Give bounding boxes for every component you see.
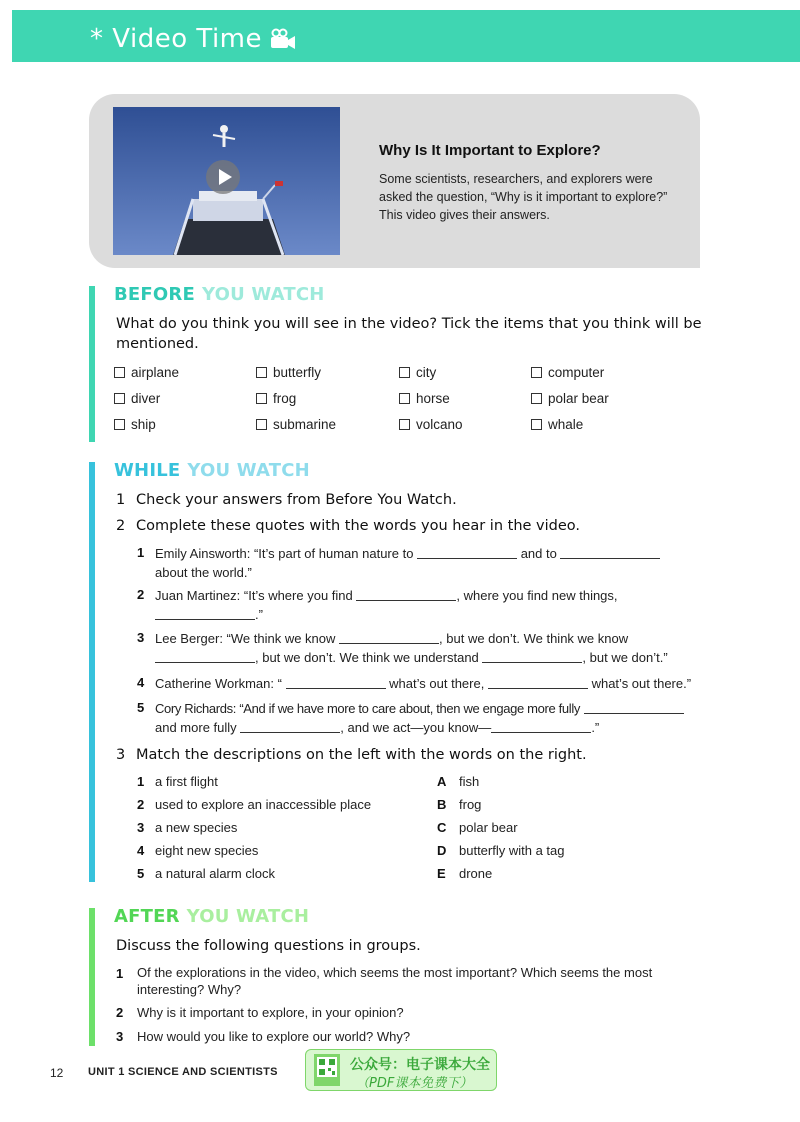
tick-list	[114, 365, 714, 445]
question-3: How would you like to explore our world? Why?	[137, 1029, 411, 1044]
match-right-letter: C	[437, 820, 447, 835]
answer-blank[interactable]	[482, 651, 582, 663]
section-title: * Video Time	[90, 24, 263, 54]
checkbox[interactable]	[256, 393, 267, 404]
checkbox[interactable]	[114, 393, 125, 404]
before-section-bar	[89, 286, 95, 442]
task-1-text: Check your answers from Before You Watch.	[136, 492, 457, 508]
checkbox[interactable]	[114, 367, 125, 378]
tick-item-city[interactable]: city	[399, 365, 436, 380]
video-title: Why Is It Important to Explore?	[379, 142, 601, 159]
after-heading	[114, 906, 309, 927]
match-right-item: butterfly with a tag	[459, 843, 565, 858]
unit-label: UNIT 1 SCIENCE AND SCIENTISTS	[88, 1066, 278, 1078]
tick-item-polar-bear[interactable]: polar bear	[531, 391, 609, 406]
match-right-letter: D	[437, 843, 447, 858]
match-left-number: 4	[137, 843, 145, 858]
question-1: Of the explorations in the video, which seems the most important? Which seems the most interesting? Why?	[137, 965, 653, 997]
tick-item-whale[interactable]: whale	[531, 417, 583, 432]
quote-3: Lee Berger: “We think we know , but we don’t. We think we know , but we don’t. We think we understand , but we don’t.”	[155, 631, 668, 665]
answer-blank[interactable]	[155, 608, 255, 620]
match-left-item: a first flight	[155, 774, 218, 789]
before-heading-word: BEFORE	[114, 284, 195, 305]
match-right-item: fish	[459, 774, 480, 789]
answer-blank[interactable]	[339, 632, 439, 644]
quote-2: Juan Martinez: “It’s where you find , where you find new things, .”	[155, 588, 618, 622]
quote-3-number: 3	[137, 630, 145, 645]
task-3-text: Match the descriptions on the left with the words on the right.	[136, 747, 587, 763]
match-right-letter: A	[437, 774, 447, 789]
video-camera-icon	[270, 28, 296, 50]
answer-blank[interactable]	[417, 547, 517, 559]
match-left-item: used to explore an inaccessible place	[155, 797, 372, 812]
before-heading-you-watch: YOU WATCH	[201, 284, 325, 305]
while-heading-word: WHILE	[114, 460, 181, 481]
match-left-number: 1	[137, 774, 145, 789]
checkbox[interactable]	[399, 367, 410, 378]
checkbox[interactable]	[114, 419, 125, 430]
task-1-number: 1	[116, 492, 126, 508]
match-left-item: a natural alarm clock	[155, 866, 275, 881]
tick-item-frog[interactable]: frog	[256, 391, 296, 406]
question-3-number: 3	[116, 1029, 124, 1044]
before-prompt: What do you think you will see in the video? Tick the items that you think will be mentioned.	[116, 316, 702, 352]
checkbox[interactable]	[256, 367, 267, 378]
stamp-text-2: （PDF课本免费下）	[356, 1076, 473, 1091]
quote-1: Emily Ainsworth: “It’s part of human nature to and to about the world.”	[155, 544, 705, 582]
after-section-bar	[89, 908, 95, 1046]
tick-item-diver[interactable]: diver	[114, 391, 160, 406]
tick-item-volcano[interactable]: volcano	[399, 417, 463, 432]
task-2-text: Complete these quotes with the words you hear in the video.	[136, 518, 580, 534]
match-left-number: 5	[137, 866, 145, 881]
answer-blank[interactable]	[155, 651, 255, 663]
match-left-item: a new species	[155, 820, 238, 835]
tick-item-submarine[interactable]: submarine	[256, 417, 336, 432]
answer-blank[interactable]	[286, 677, 386, 689]
answer-blank[interactable]	[560, 547, 660, 559]
watermark-stamp	[305, 1049, 497, 1091]
match-right-item: polar bear	[459, 820, 518, 835]
checkbox[interactable]	[256, 419, 267, 430]
answer-blank[interactable]	[240, 721, 340, 733]
match-left-number: 2	[137, 797, 145, 812]
question-2: Why is it important to explore, in your opinion?	[137, 1005, 404, 1020]
answer-blank[interactable]	[584, 702, 684, 714]
quote-4-number: 4	[137, 675, 145, 690]
header-banner	[12, 10, 800, 62]
stamp-text-1: 公众号：电子课本大全	[350, 1057, 490, 1073]
tick-item-computer[interactable]: computer	[531, 365, 604, 380]
while-section-bar	[89, 462, 95, 882]
while-heading	[114, 460, 310, 481]
before-heading	[114, 284, 325, 305]
video-description: Some scientists, researchers, and explorers were asked the question, “Why is it important to explore?” This video gives their answers.	[379, 172, 668, 222]
answer-blank[interactable]	[356, 589, 456, 601]
tick-item-airplane[interactable]: airplane	[114, 365, 179, 380]
after-prompt: Discuss the following questions in groups.	[116, 938, 421, 954]
quote-1-number: 1	[137, 545, 145, 560]
match-right-letter: B	[437, 797, 447, 812]
match-left-item: eight new species	[155, 843, 259, 858]
match-right-letter: E	[437, 866, 446, 881]
while-heading-you-watch: YOU WATCH	[187, 460, 310, 481]
tick-item-butterfly[interactable]: butterfly	[256, 365, 321, 380]
question-1-number: 1	[116, 966, 124, 981]
checkbox[interactable]	[531, 367, 542, 378]
checkbox[interactable]	[399, 419, 410, 430]
quote-2-number: 2	[137, 587, 145, 602]
checkbox[interactable]	[531, 393, 542, 404]
match-right-item: drone	[459, 866, 493, 881]
play-icon[interactable]	[205, 159, 241, 195]
after-heading-you-watch: YOU WATCH	[186, 906, 310, 927]
quote-4: Catherine Workman: “ what’s out there, what’s out there.”	[155, 676, 692, 691]
answer-blank[interactable]	[491, 721, 591, 733]
checkbox[interactable]	[531, 419, 542, 430]
task-2-number: 2	[116, 518, 126, 534]
tick-item-ship[interactable]: ship	[114, 417, 156, 432]
question-2-number: 2	[116, 1005, 124, 1020]
checkbox[interactable]	[399, 393, 410, 404]
quote-5-number: 5	[137, 700, 145, 715]
quote-5: Cory Richards: “And if we have more to care about, then we engage more fully and more fully , and we act—you know— .”	[155, 699, 715, 737]
tick-item-horse[interactable]: horse	[399, 391, 450, 406]
page-number: 12	[50, 1066, 64, 1080]
match-right-item: frog	[459, 797, 482, 812]
task-3-number: 3	[116, 747, 126, 763]
video-thumbnail[interactable]	[113, 107, 340, 255]
after-heading-word: AFTER	[114, 906, 180, 927]
answer-blank[interactable]	[488, 677, 588, 689]
qr-code-icon	[314, 1054, 340, 1086]
match-left-number: 3	[137, 820, 145, 835]
